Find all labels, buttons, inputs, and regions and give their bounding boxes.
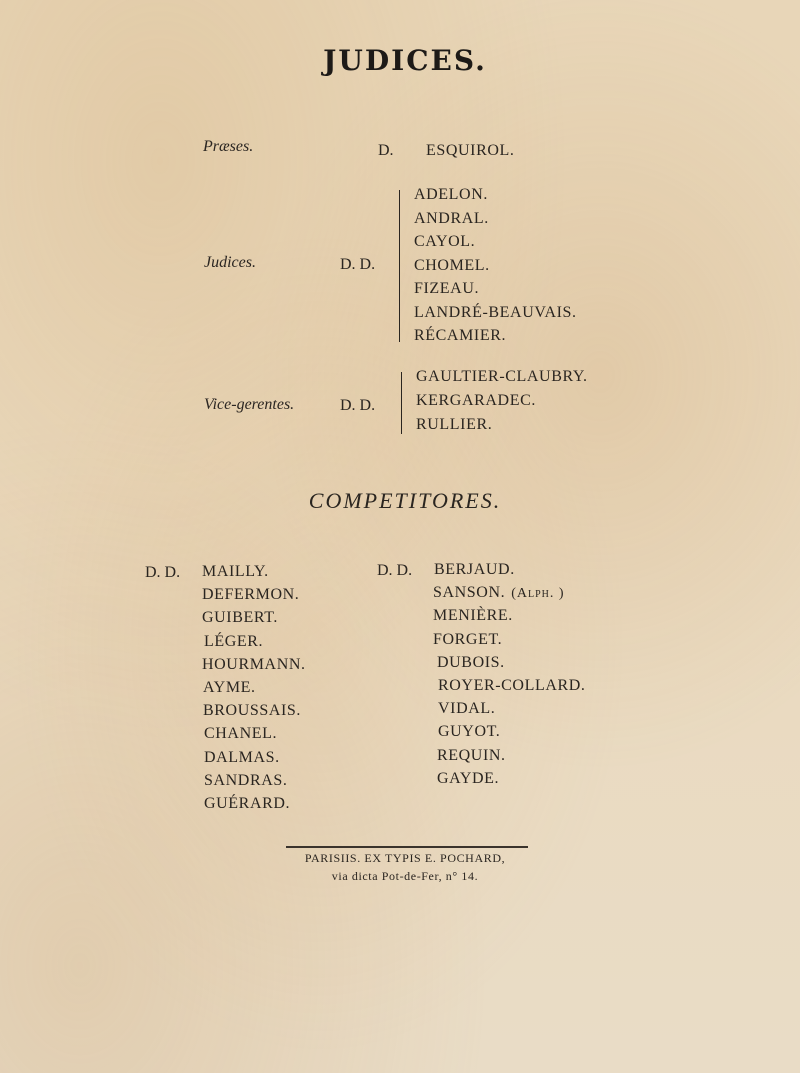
competitor-name: LÉGER. [204, 632, 264, 650]
competitor-name: SANDRAS. [204, 771, 288, 789]
imprint-line1: PARISIIS. EX TYPIS E. POCHARD, [304, 851, 506, 865]
competitor-name: DUBOIS. [437, 653, 505, 671]
judex-name: ADELON. [414, 186, 488, 203]
competitor-name: VIDAL. [438, 700, 496, 718]
judex-name: FIZEAU. [414, 280, 480, 297]
competitor-name: BROUSSAIS. [203, 702, 302, 720]
judex-name: RÉCAMIER. [414, 327, 507, 344]
competitor-name: MENIÈRE. [433, 607, 513, 625]
judex-name: CHOMEL. [414, 256, 490, 274]
sanson-note: (Alph. ) [511, 586, 565, 602]
competitor-name: REQUIN. [437, 746, 506, 764]
imprint-rule [286, 846, 528, 848]
competitor-name: BERJAUD. [434, 561, 515, 578]
vicegerens-name: GAULTIER-CLAUBRY. [416, 368, 588, 385]
page-title: JUDICES. [323, 44, 487, 77]
vicegerentes-bracket [401, 372, 402, 434]
competitor-name: HOURMANN. [202, 655, 306, 673]
competitor-name: DEFERMON. [202, 586, 300, 604]
competitor-name: DALMAS. [204, 748, 280, 766]
vicegerentes-prefix: D. D. [340, 397, 376, 414]
competitor-name: CHANEL. [204, 725, 278, 743]
competitores-heading: COMPETITORES. [308, 488, 502, 513]
competitores-left-prefix: D. D. [145, 564, 181, 581]
praeses-role: Præses. [203, 138, 254, 155]
competitor-name: FORGET. [433, 630, 503, 648]
imprint-line2: via dicta Pot-de-Fer, n° 14. [331, 869, 479, 883]
judices-prefix: D. D. [340, 256, 376, 273]
competitor-name: GUYOT. [438, 723, 501, 741]
competitor-name: GUIBERT. [202, 609, 278, 627]
praeses-prefix: D. [378, 142, 394, 159]
competitor-name: ROYER-COLLARD. [438, 677, 586, 694]
judex-name: CAYOL. [414, 233, 476, 250]
vicegerens-name: RULLIER. [416, 416, 493, 433]
judex-name: ANDRAL. [414, 209, 489, 227]
competitor-name: GUÉRARD. [204, 795, 291, 812]
judex-name: LANDRÉ-BEAUVAIS. [414, 303, 577, 321]
competitores-right-prefix: D. D. [377, 562, 413, 579]
praeses-name: ESQUIROL. [426, 142, 515, 159]
judices-bracket [399, 190, 400, 342]
competitor-name: MAILLY. [202, 563, 269, 580]
competitor-name: GAYDE. [437, 769, 500, 787]
competitor-name: SANSON. (Alph. ) [433, 584, 565, 602]
judices-role: Judices. [204, 254, 256, 271]
competitor-name: AYME. [203, 679, 256, 696]
vicegerens-name: KERGARADEC. [416, 392, 536, 409]
vicegerentes-role: Vice-gerentes. [204, 396, 295, 413]
